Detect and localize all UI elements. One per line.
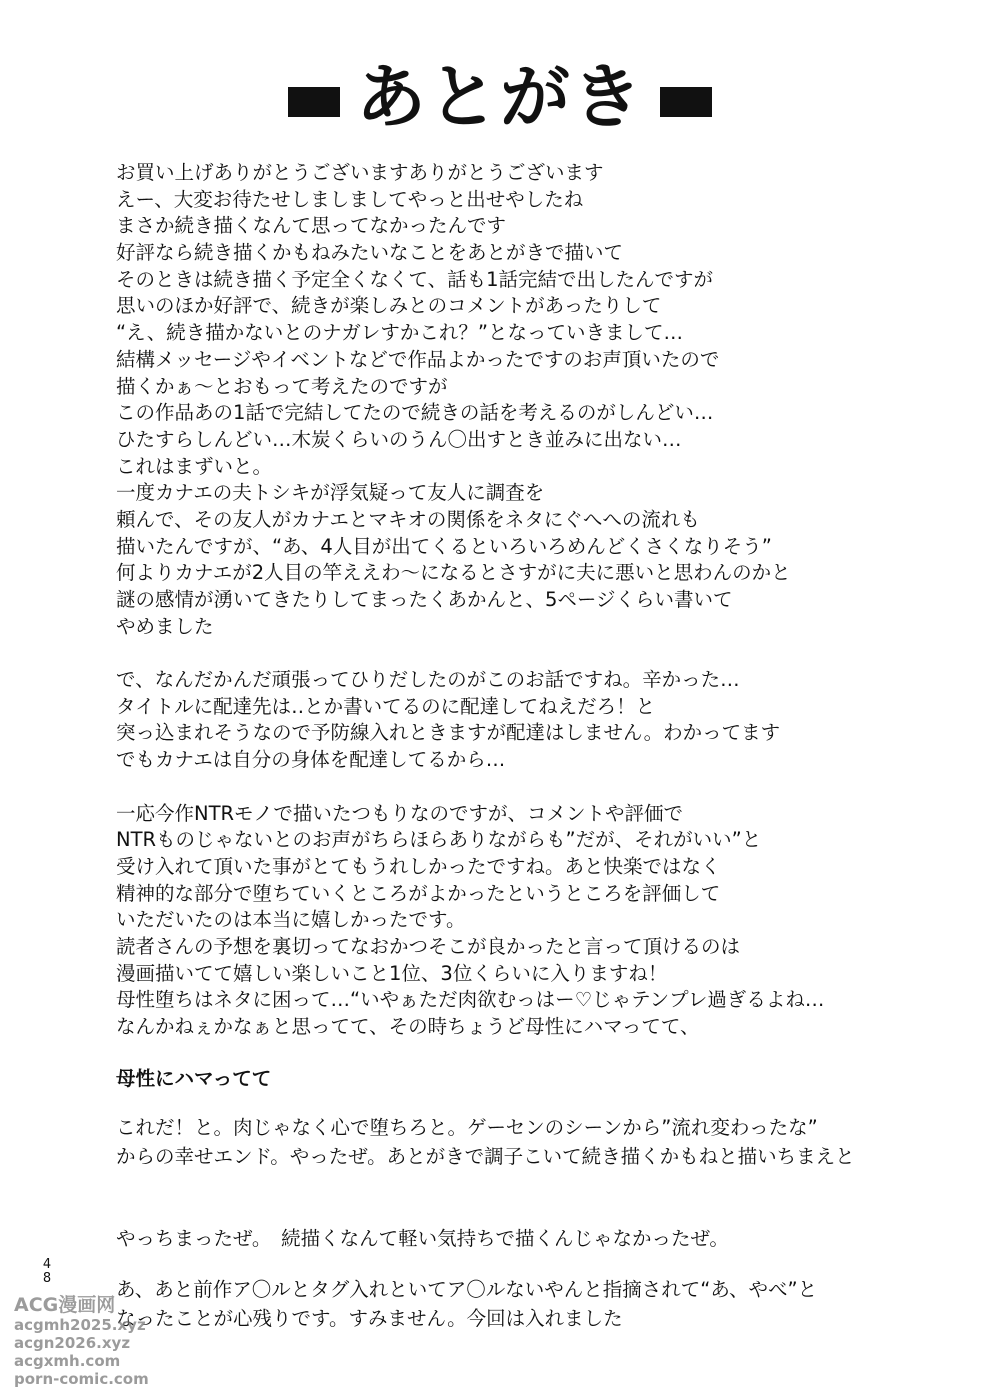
title-row <box>0 52 1000 142</box>
title-bar-left <box>288 87 340 117</box>
section-heading: 母性にハマってて <box>116 1067 272 1090</box>
text-line: 思いのほか好評で、続きが楽しみとのコメントがあったりして <box>116 294 662 318</box>
afterword-body <box>116 160 976 1041</box>
text-line: あ、あと前作ア〇ルとタグ入れといてア〇ルないやんと指摘されて“あ、やべ”と <box>116 1278 818 1301</box>
text-line: 描いたんですが、“あ、4人目が出てくるといろいろめんどくさくなりそう” <box>116 534 772 558</box>
text-line: なんかねぇかなぁと思ってて、その時ちょうど母性にハマってて、 <box>116 1015 700 1038</box>
text-line: これはまずいと。 <box>116 454 273 478</box>
text-line: からの幸せエンド。やったぜ。あとがきで調子こいて続き描くかもねと描いちまえと <box>116 1145 855 1168</box>
text-line: やっちまったぜ。 続描くなんて軽い気持ちで描くんじゃなかったぜ。 <box>116 1227 729 1250</box>
text-line: 精神的な部分で堕ちていくところがよかったというところを評価して <box>116 881 721 905</box>
text-line: 母性堕ちはネタに困って…“いやぁただ肉欲むっはー♡じゃテンプレ過ぎるよね… <box>116 988 825 1012</box>
afterword-closing <box>116 1113 855 1171</box>
text-line: まさか続き描くなんて思ってなかったんです <box>116 214 507 238</box>
title-bar-right <box>660 87 712 117</box>
text-line: えー、大変お待たせしましましてやっと出せやしたね <box>116 187 584 211</box>
paragraph-gap <box>116 640 976 667</box>
text-line: で、なんだかんだ頑張ってひりだしたのがこのお話ですね。辛かった… <box>116 668 740 692</box>
text-line: 頼んで、その友人がカナエとマキオの関係をネタにぐへへの流れも <box>116 507 700 531</box>
text-line: 一応今作NTRモノで描いたつもりなのですが、コメントや評価で <box>116 801 683 825</box>
text-line: タイトルに配達先は‥とか書いてるのに配達してねえだろ！と <box>116 694 656 718</box>
text-line: 漫画描いてて嬉しい楽しいこと1位、3位くらいに入りますね！ <box>116 961 668 985</box>
text-line: 一度カナエの夫トシキが浮気疑って友人に調査を <box>116 481 545 505</box>
watermark <box>14 1294 154 1388</box>
paragraph-gap <box>116 774 976 801</box>
text-line: 受け入れて頂いた事がとてもうれしかったですね。あと快楽ではなく <box>116 854 721 878</box>
text-line: 突っ込まれそうなので予防線入れときますが配達はしません。わかってます <box>116 721 781 745</box>
text-line: 何よりカナエが2人目の竿ええわ～になるとさすがに夫に悪いと思わんのかと <box>116 561 791 585</box>
text-line: NTRものじゃないとのお声がちらほらありながらも”だが、それがいい”と <box>116 828 762 852</box>
text-line: でもカナエは自分の身体を配達してるから… <box>116 748 506 772</box>
text-line: やめました <box>116 614 214 638</box>
text-line: 読者さんの予想を裏切ってなおかつそこが良かったと言って頂けるのは <box>116 934 741 958</box>
text-line: これだ！と。肉じゃなく心で堕ちろと。ゲーセンのシーンから”流れ変わったな” <box>116 1116 818 1139</box>
watermark-line: ACG漫画网 <box>14 1294 116 1316</box>
text-line: 好評なら続き描くかもねみたいなことをあとがきで描いて <box>116 241 624 265</box>
text-line: ひたすらしんどい…木炭くらいのうん〇出すとき並みに出ない… <box>116 427 682 451</box>
text-line: そのときは続き描く予定全くなくて、話も1話完結で出したんですが <box>116 267 714 291</box>
text-line: お買い上げありがとうございますありがとうございます <box>116 161 604 184</box>
watermark-line: acgmh2025.xyz <box>14 1316 146 1334</box>
text-line: 謎の感情が湧いてきたりしてまったくあかんと、5ページくらい書いて <box>116 588 733 611</box>
page-number: 48 <box>42 1257 52 1286</box>
watermark-line: acgxmh.com <box>14 1352 121 1370</box>
text-line: なったことが心残りです。すみません。今回は入れました <box>116 1307 623 1330</box>
watermark-line: acgn2026.xyz <box>14 1334 131 1352</box>
afterword-regret <box>116 1224 729 1253</box>
text-line: いただいたのは本当に嬉しかったです。 <box>116 908 466 932</box>
text-line: この作品あの1話で完結してたので続きの話を考えるのがしんどい… <box>116 401 714 425</box>
text-line: “え、続き描かないとのナガレすかこれ？”となっていきまして… <box>116 321 683 345</box>
page-title: あとがき <box>356 56 644 138</box>
text-line: 結構メッセージやイベントなどで作品よかったですのお声頂いたので <box>116 347 720 371</box>
afterword-postscript <box>116 1275 817 1333</box>
text-line: 描くかぁ～とおもって考えたのですが <box>116 374 448 398</box>
watermark-line: porn-comic.com <box>14 1370 149 1388</box>
